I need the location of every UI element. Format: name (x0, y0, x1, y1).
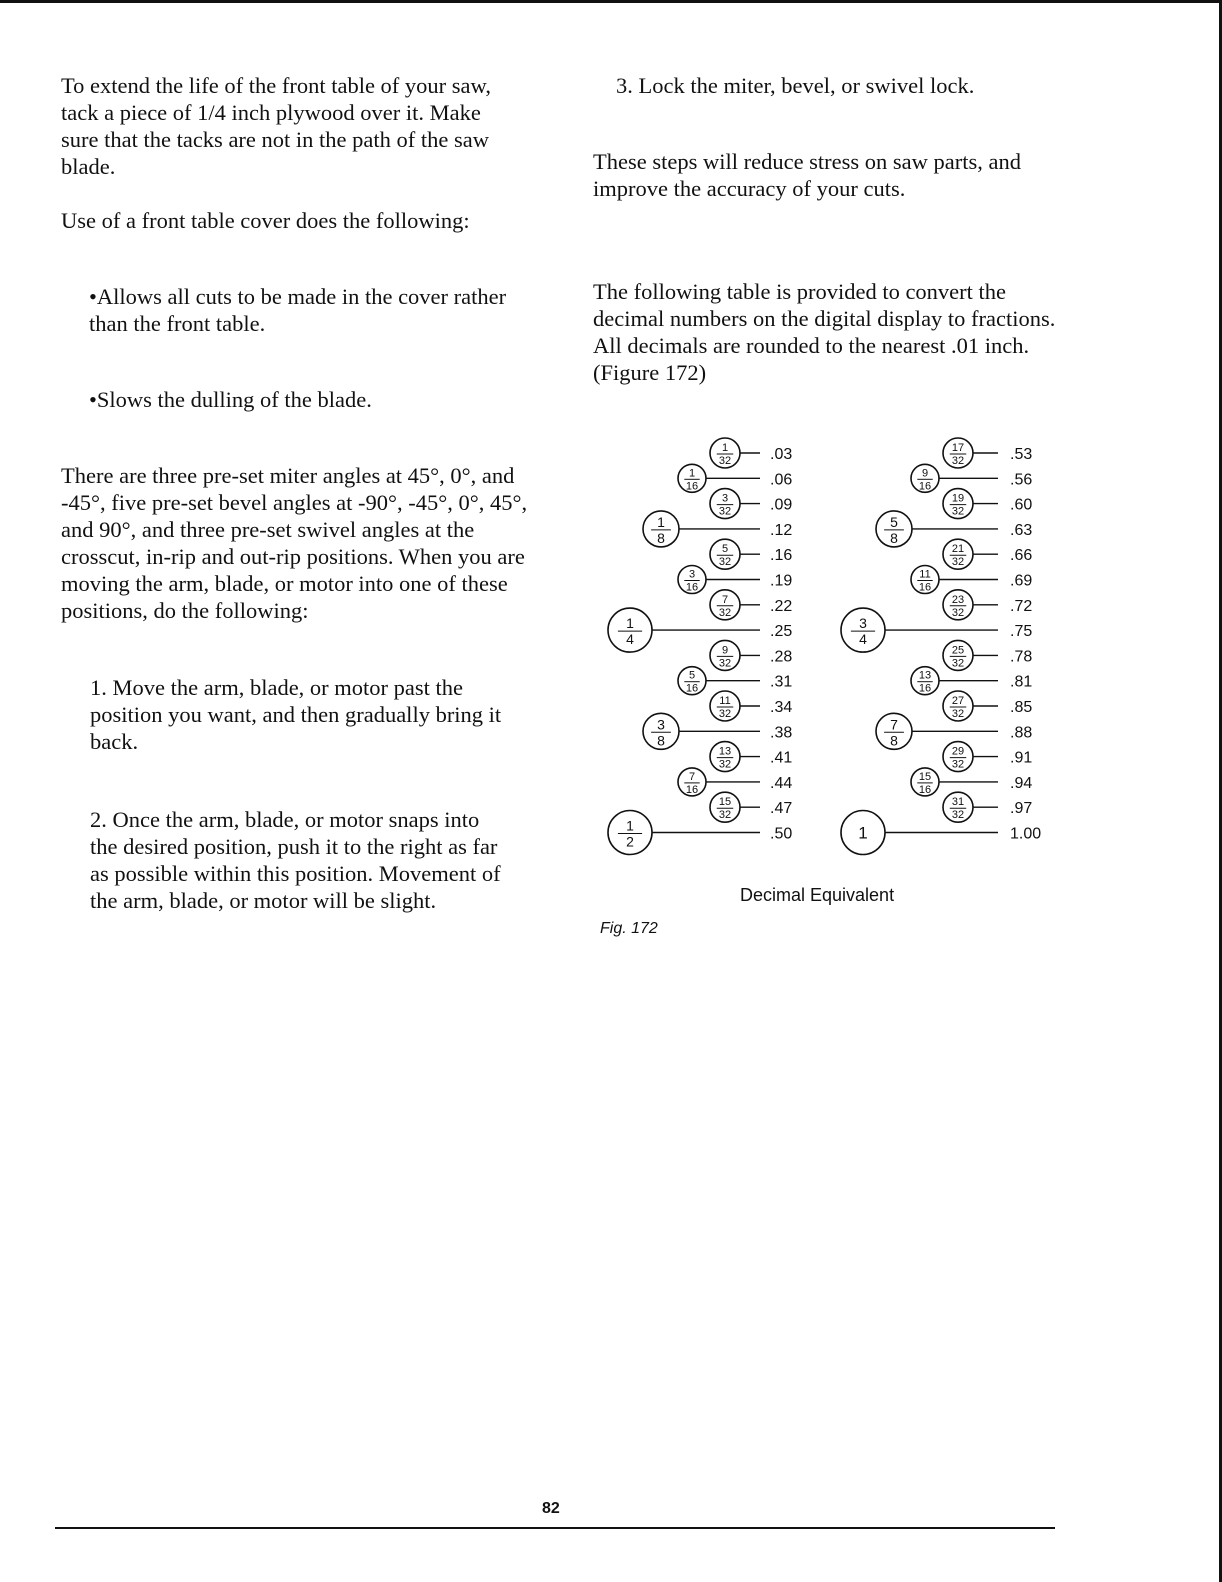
step-2: 2. Once the arm, blade, or motor snaps into the desired position, push it to the right as far as possible within this position. Movement of the arm, blade, or motor will be slight. (90, 807, 501, 913)
decimal-value-p38: .38 (770, 724, 793, 742)
fraction-9-16-numerator: 9 (921, 467, 929, 480)
fraction-5-32-numerator: 5 (721, 543, 729, 556)
fraction-3-32-numerator: 3 (721, 492, 729, 505)
decimal-value-p91: .91 (1010, 749, 1033, 767)
fraction-15-16-denominator: 16 (918, 783, 932, 796)
figure-label: Fig. 172 (600, 920, 658, 937)
fraction-11-16-denominator: 16 (918, 581, 932, 594)
fraction-7-8-numerator: 7 (890, 716, 898, 733)
fraction-1-16-numerator: 1 (688, 467, 696, 480)
fraction-17-32-numerator: 17 (951, 442, 965, 454)
decimal-value-p19: .19 (770, 572, 793, 590)
right-column (593, 72, 1073, 386)
decimal-value-p72: .72 (1010, 597, 1033, 615)
fraction-5-32-denominator: 32 (718, 556, 732, 569)
decimal-value-p69: .69 (1010, 572, 1033, 590)
decimal-value-p97: .97 (1010, 800, 1033, 818)
decimal-equivalent-figure (600, 430, 1070, 950)
bullet-allows-cuts: •Allows all cuts to be made in the cover rather than the front table. (89, 284, 507, 336)
fraction-11-16-numerator: 11 (919, 568, 931, 581)
decimal-value-p63: .63 (1010, 521, 1033, 539)
fraction-9-32-denominator: 32 (718, 657, 732, 670)
decimal-value-p78: .78 (1010, 648, 1033, 666)
decimal-value-p75: .75 (1010, 623, 1033, 641)
fraction-27-32-denominator: 32 (951, 708, 965, 720)
fraction-5-16-numerator: 5 (688, 669, 696, 682)
left-column (61, 72, 541, 914)
fraction-25-32-denominator: 32 (951, 657, 965, 670)
page-number: 82 (542, 1500, 560, 1517)
fraction-29-32-numerator: 29 (951, 745, 965, 758)
table-intro-paragraph: The following table is provided to convert the decimal numbers on the digital display to fractions. All decimals are rounded to the nearest .01 inch. (Figure 172) (593, 279, 1056, 385)
top-border (0, 0, 1222, 3)
fraction-11-32-numerator: 11 (719, 695, 731, 707)
fraction-15-16-numerator: 15 (918, 770, 932, 783)
fraction-15-32-denominator: 32 (718, 809, 732, 822)
fraction-1-8-numerator: 1 (657, 513, 665, 530)
fraction-1-2-denominator: 2 (626, 833, 634, 850)
fraction-19-32-numerator: 19 (951, 492, 965, 505)
fraction-3-8-denominator: 8 (657, 732, 665, 749)
fraction-11-32-denominator: 32 (718, 708, 732, 720)
decimal-value-p94: .94 (1010, 774, 1033, 792)
fraction-13-32-denominator: 32 (718, 758, 732, 771)
fraction-5-8-denominator: 8 (890, 529, 898, 546)
decimal-value-p16: .16 (770, 547, 793, 565)
fraction-27-32-numerator: 27 (951, 695, 965, 707)
footer-rule (55, 1527, 1055, 1529)
fraction-9-16-denominator: 16 (918, 480, 932, 493)
decimal-value-p06: .06 (770, 471, 793, 489)
fraction-3-4-denominator: 4 (859, 631, 867, 648)
decimal-value-p56: .56 (1010, 471, 1033, 489)
fraction-1-whole: 1 (858, 823, 868, 843)
fraction-15-32-numerator: 15 (718, 796, 732, 809)
decimal-value-p44: .44 (770, 774, 793, 792)
fraction-29-32-denominator: 32 (951, 758, 965, 771)
fraction-1-32-denominator: 32 (718, 455, 732, 467)
decimal-value-p66: .66 (1010, 547, 1033, 565)
bullet-slows-dulling: •Slows the dulling of the blade. (89, 387, 372, 412)
decimal-value-p81: .81 (1010, 673, 1033, 691)
decimal-value-1p00: 1.00 (1010, 825, 1042, 843)
fraction-3-16-numerator: 3 (688, 568, 696, 581)
fraction-9-32-numerator: 9 (721, 644, 729, 657)
fraction-1-2-numerator: 1 (626, 817, 634, 834)
fraction-3-16-denominator: 16 (685, 581, 699, 594)
fraction-7-32-numerator: 7 (721, 593, 729, 606)
step-3: 3. Lock the miter, bevel, or swivel lock. (616, 73, 975, 98)
decimal-value-p03: .03 (770, 446, 793, 463)
benefit-paragraph: These steps will reduce stress on saw parts, and improve the accuracy of your cuts. (593, 149, 1022, 201)
fraction-7-16-denominator: 16 (685, 783, 699, 796)
decimal-value-p28: .28 (770, 648, 793, 666)
fraction-7-16-numerator: 7 (688, 770, 696, 783)
fraction-7-32-denominator: 32 (718, 606, 732, 619)
fraction-3-32-denominator: 32 (718, 505, 732, 518)
fraction-5-8-numerator: 5 (890, 513, 898, 530)
decimal-value-p09: .09 (770, 496, 793, 514)
decimal-value-p41: .41 (770, 749, 793, 767)
fraction-31-32-numerator: 31 (951, 796, 965, 809)
decimal-value-p88: .88 (1010, 724, 1033, 742)
figure-caption: Decimal Equivalent (740, 885, 895, 905)
intro-paragraph: To extend the life of the front table of your saw, tack a piece of 1/4 inch plywood over it. Make sure that the tacks are not in the path of the saw blade. (61, 73, 491, 179)
decimal-value-p31: .31 (770, 673, 793, 691)
preset-angles-paragraph: There are three pre-set miter angles at 45°, 0°, and -45°, five pre-set bevel angles at -90°, -45°, 0°, 45°, and 90°, and three pre-set swivel angles at the crosscut, in-rip and out-rip positions. When you are moving the arm, blade, or motor into one of these positions, do the following: (61, 463, 528, 623)
fraction-3-4-numerator: 3 (859, 615, 867, 632)
decimal-value-p34: .34 (770, 699, 793, 716)
cover-lead-paragraph: Use of a front table cover does the following: (61, 208, 470, 233)
fraction-13-16-numerator: 13 (918, 669, 932, 682)
fraction-1-16-denominator: 16 (685, 480, 699, 493)
decimal-chart (600, 430, 1070, 880)
decimal-value-p53: .53 (1010, 446, 1033, 463)
fraction-19-32-denominator: 32 (951, 505, 965, 518)
decimal-value-p25: .25 (770, 623, 793, 641)
fraction-1-4-denominator: 4 (626, 631, 634, 648)
fraction-5-16-denominator: 16 (685, 682, 699, 695)
fraction-23-32-numerator: 23 (951, 593, 965, 606)
step-1: 1. Move the arm, blade, or motor past the position you want, and then gradually bring it back. (90, 675, 502, 754)
decimal-value-p50: .50 (770, 825, 793, 843)
fraction-7-8-denominator: 8 (890, 732, 898, 749)
fraction-1-4-numerator: 1 (626, 615, 634, 632)
fraction-13-32-numerator: 13 (718, 745, 732, 758)
decimal-value-p60: .60 (1010, 496, 1033, 514)
fraction-17-32-denominator: 32 (951, 455, 965, 467)
fraction-3-8-numerator: 3 (657, 716, 665, 733)
fraction-31-32-denominator: 32 (951, 809, 965, 822)
fraction-21-32-numerator: 21 (951, 543, 965, 556)
decimal-value-p12: .12 (770, 521, 793, 539)
decimal-value-p22: .22 (770, 597, 793, 615)
decimal-value-p85: .85 (1010, 699, 1033, 716)
fraction-1-32-numerator: 1 (721, 442, 729, 454)
fraction-21-32-denominator: 32 (951, 556, 965, 569)
fraction-25-32-numerator: 25 (951, 644, 965, 657)
decimal-value-p47: .47 (770, 800, 793, 818)
fraction-1-8-denominator: 8 (657, 529, 665, 546)
fraction-23-32-denominator: 32 (951, 606, 965, 619)
fraction-13-16-denominator: 16 (918, 682, 932, 695)
